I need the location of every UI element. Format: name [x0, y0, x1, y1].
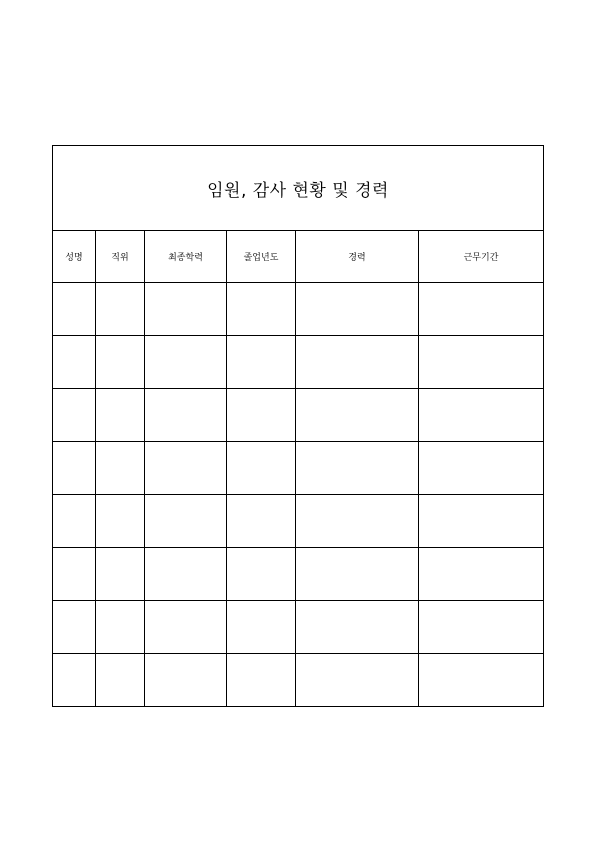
graduation-year-cell	[227, 389, 296, 442]
header-name: 성명	[53, 231, 96, 283]
table-row	[53, 389, 544, 442]
name-cell	[53, 654, 96, 707]
table-row	[53, 442, 544, 495]
career-cell	[296, 495, 419, 548]
table-row	[53, 336, 544, 389]
position-cell	[96, 442, 145, 495]
graduation-year-cell	[227, 654, 296, 707]
career-cell	[296, 548, 419, 601]
graduation-year-cell	[227, 283, 296, 336]
education-cell	[145, 336, 227, 389]
work-period-cell	[419, 389, 544, 442]
name-cell	[53, 389, 96, 442]
work-period-cell	[419, 654, 544, 707]
work-period-cell	[419, 601, 544, 654]
header-position: 직위	[96, 231, 145, 283]
position-cell	[96, 389, 145, 442]
table-row	[53, 283, 544, 336]
education-cell	[145, 389, 227, 442]
position-cell	[96, 601, 145, 654]
work-period-cell	[419, 495, 544, 548]
executives-form-table	[52, 145, 544, 707]
work-period-cell	[419, 442, 544, 495]
career-cell	[296, 336, 419, 389]
table-row	[53, 601, 544, 654]
header-work-period: 근무기간	[419, 231, 544, 283]
career-cell	[296, 654, 419, 707]
position-cell	[96, 548, 145, 601]
graduation-year-cell	[227, 601, 296, 654]
header-row	[53, 231, 544, 283]
name-cell	[53, 336, 96, 389]
work-period-cell	[419, 336, 544, 389]
career-cell	[296, 601, 419, 654]
education-cell	[145, 654, 227, 707]
header-graduation-year: 졸업년도	[227, 231, 296, 283]
name-cell	[53, 601, 96, 654]
name-cell	[53, 548, 96, 601]
name-cell	[53, 495, 96, 548]
career-cell	[296, 389, 419, 442]
career-cell	[296, 442, 419, 495]
header-education: 최종학력	[145, 231, 227, 283]
graduation-year-cell	[227, 442, 296, 495]
title-row	[53, 146, 544, 231]
position-cell	[96, 283, 145, 336]
work-period-cell	[419, 283, 544, 336]
education-cell	[145, 442, 227, 495]
position-cell	[96, 495, 145, 548]
graduation-year-cell	[227, 495, 296, 548]
form-title: 임원, 감사 현황 및 경력	[53, 146, 544, 231]
work-period-cell	[419, 548, 544, 601]
education-cell	[145, 283, 227, 336]
education-cell	[145, 495, 227, 548]
table-row	[53, 495, 544, 548]
education-cell	[145, 601, 227, 654]
position-cell	[96, 336, 145, 389]
table-row	[53, 654, 544, 707]
graduation-year-cell	[227, 548, 296, 601]
table-row	[53, 548, 544, 601]
name-cell	[53, 283, 96, 336]
career-cell	[296, 283, 419, 336]
header-career: 경력	[296, 231, 419, 283]
graduation-year-cell	[227, 336, 296, 389]
position-cell	[96, 654, 145, 707]
name-cell	[53, 442, 96, 495]
education-cell	[145, 548, 227, 601]
